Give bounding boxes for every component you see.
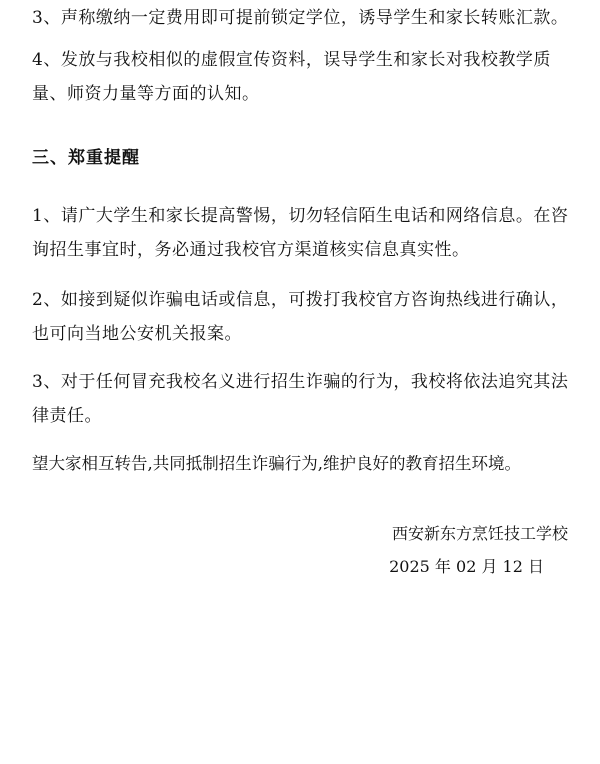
reminder-item-2: 2、如接到疑似诈骗电话或信息，可拨打我校官方咨询热线进行确认，也可向当地公安机关报案。 bbox=[32, 290, 569, 344]
notice-item-3: 3、声称缴纳一定费用即可提前锁定学位，诱导学生和家长转账汇款。 bbox=[32, 8, 569, 28]
signature-date: 2025 年 02 月 12 日 bbox=[389, 557, 544, 576]
reminder-item-1: 1、请广大学生和家长提高警惕，切勿轻信陌生电话和网络信息。在咨询招生事宜时，务必通过我校官方渠道核实信息真实性。 bbox=[32, 206, 569, 260]
notice-item-4: 4、发放与我校相似的虚假宣传资料，误导学生和家长对我校教学质量、师资力量等方面的认知。 bbox=[32, 50, 551, 104]
reminder-item-3: 3、对于任何冒充我校名义进行招生诈骗的行为，我校将依法追究其法律责任。 bbox=[32, 372, 569, 426]
section-heading: 三、郑重提醒 bbox=[32, 148, 140, 168]
signature-org: 西安新东方烹饪技工学校 bbox=[391, 524, 568, 543]
closing-paragraph: 望大家相互转告,共同抵制招生诈骗行为,维护良好的教育招生环境。 bbox=[32, 454, 521, 473]
